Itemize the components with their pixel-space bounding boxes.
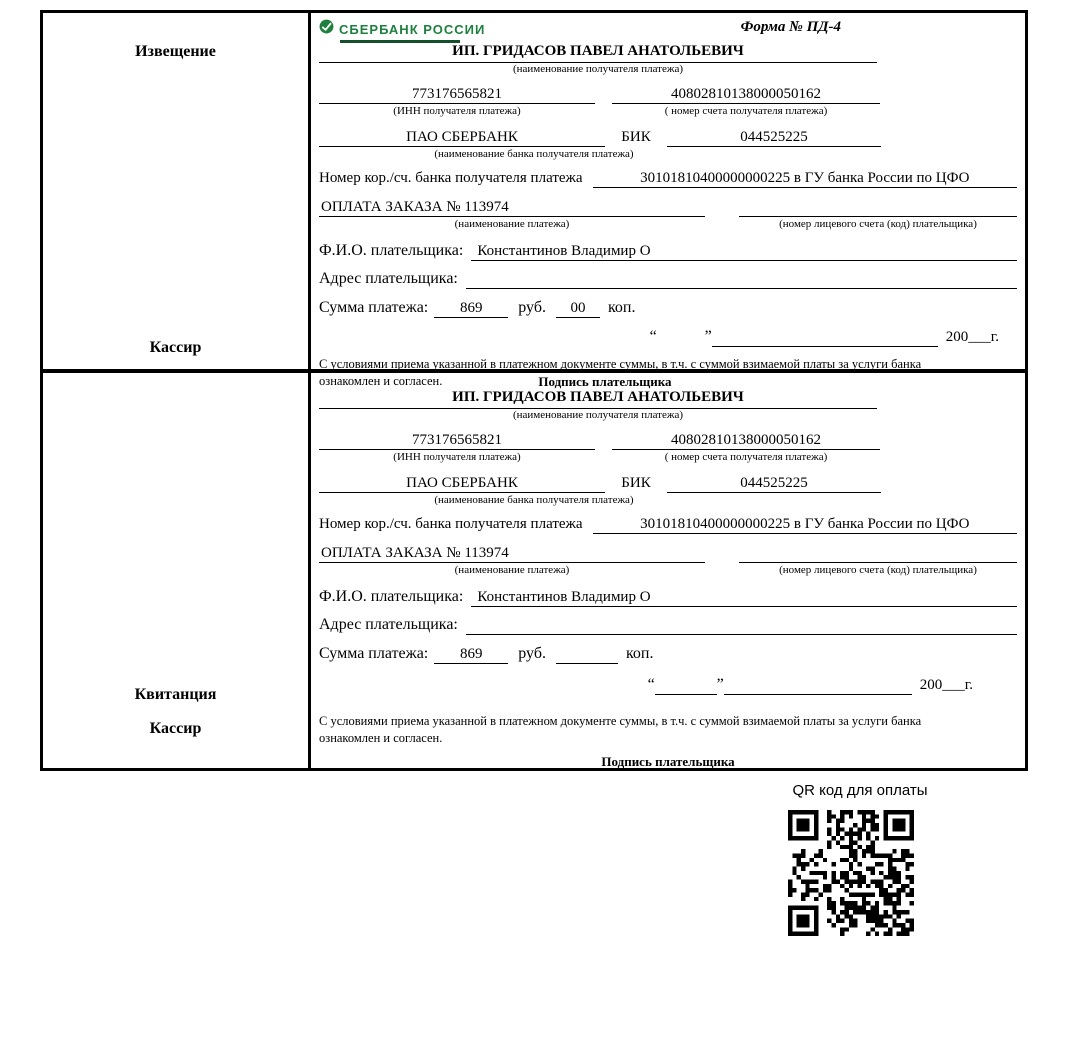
purpose-caption: (наименование платежа)	[454, 218, 570, 231]
amount-kop-value	[556, 663, 618, 664]
bank-caption: (наименование банка получателя платежа)	[434, 147, 634, 160]
agreement-line1: С условиями приема указанной в платежном документе суммы, в т.ч. с суммой взимаемой платы за услуги банка	[319, 714, 922, 728]
notice-body	[311, 13, 1025, 389]
inn-caption: (ИНН получателя платежа)	[393, 104, 521, 117]
personal-account-field	[739, 544, 1017, 563]
personal-account-field	[739, 198, 1017, 217]
payer-name-value: Константинов Владимир О	[471, 589, 1017, 607]
agreement-block	[319, 713, 1017, 770]
payee-name: ИП. ГРИДАСОВ ПАВЕЛ АНАТОЛЬЕВИЧ	[319, 43, 877, 63]
agreement-line2: ознакомлен и согласен.	[319, 730, 443, 745]
payee-caption: (наименование получателя платежа)	[512, 63, 684, 75]
personal-account-caption: (номер лицевого счета (код) плательщика)	[779, 218, 977, 231]
amount-rub-value: 869	[434, 646, 508, 664]
bik-value: 044525225	[667, 129, 881, 147]
date-day-field	[657, 329, 705, 347]
account-value: 40802810138000050162	[612, 86, 880, 104]
notice-label: Извещение	[135, 43, 216, 60]
receipt-stub-column	[43, 373, 311, 768]
payer-name-label: Ф.И.О. плательщика:	[319, 588, 464, 605]
agreement-line1: С условиями приема указанной в платежном документе суммы, в т.ч. с суммой взимаемой платы за услуги банка	[319, 357, 922, 371]
sberbank-icon	[319, 19, 334, 39]
account-value: 40802810138000050162	[612, 432, 880, 450]
date-row	[319, 676, 1017, 695]
qr-code-image	[788, 810, 914, 936]
year-text: 200___г.	[945, 329, 999, 345]
payment-purpose-value: ОПЛАТА ЗАКАЗА № 113974	[319, 545, 705, 563]
inn-value: 773176565821	[319, 86, 595, 104]
date-row	[319, 328, 1017, 347]
account-caption: ( номер счета получателя платежа)	[664, 104, 828, 117]
notice-stub-column	[43, 13, 311, 369]
amount-kop-value: 00	[556, 300, 600, 318]
rub-label: руб.	[518, 645, 546, 662]
payer-address-value	[466, 616, 1017, 635]
receipt-label: Квитанция	[134, 686, 217, 703]
payee-name: ИП. ГРИДАСОВ ПАВЕЛ АНАТОЛЬЕВИЧ	[319, 389, 877, 409]
form-number-label: Форма № ПД-4	[740, 19, 841, 35]
inn-caption: (ИНН получателя платежа)	[393, 450, 521, 463]
bank-caption: (наименование банка получателя платежа)	[434, 493, 634, 506]
purpose-caption: (наименование платежа)	[454, 564, 570, 577]
payment-form	[40, 10, 1028, 771]
bank-name-value: ПАО СБЕРБАНК	[319, 475, 605, 493]
notice-section	[40, 10, 1028, 389]
payment-purpose-value: ОПЛАТА ЗАКАЗА № 113974	[319, 199, 705, 217]
quote-open: “	[647, 676, 655, 693]
amount-label: Сумма платежа:	[319, 299, 429, 316]
date-day-field	[655, 677, 717, 695]
bik-label: БИК	[621, 474, 651, 491]
corr-account-value: 30101810400000000225 в ГУ банка России по ЦФО	[593, 516, 1017, 534]
quote-open: “	[649, 328, 657, 345]
quote-close: ”	[704, 328, 712, 345]
kop-label: коп.	[607, 299, 636, 316]
rub-label: руб.	[518, 299, 546, 316]
corr-account-label: Номер кор./сч. банка получателя платежа	[319, 516, 583, 533]
bik-label: БИК	[621, 128, 651, 145]
account-caption: ( номер счета получателя платежа)	[664, 450, 828, 463]
date-month-field	[712, 329, 938, 347]
receipt-cashier-label: Кассир	[149, 720, 202, 737]
payer-address-value	[466, 270, 1017, 289]
payer-address-label: Адрес плательщика:	[319, 616, 458, 633]
year-text: 200___г.	[919, 677, 973, 693]
kop-label: коп.	[625, 645, 654, 662]
receipt-body	[311, 373, 1025, 768]
payer-name-value: Константинов Владимир О	[471, 243, 1017, 261]
amount-rub-value: 869	[434, 300, 508, 318]
signature-label: Подпись плательщика	[538, 373, 672, 389]
payer-address-label: Адрес плательщика:	[319, 270, 458, 287]
payee-caption: (наименование получателя платежа)	[512, 409, 684, 421]
corr-account-value: 30101810400000000225 в ГУ банка России по ЦФО	[593, 170, 1017, 188]
personal-account-caption: (номер лицевого счета (код) плательщика)	[779, 564, 977, 577]
amount-label: Сумма платежа:	[319, 645, 429, 662]
signature-label: Подпись плательщика	[601, 753, 735, 769]
date-month-field	[724, 677, 912, 695]
bik-value: 044525225	[667, 475, 881, 493]
sberbank-logo	[319, 19, 485, 43]
sberbank-brand-text: СБЕРБАНК РОССИИ	[339, 21, 486, 37]
quote-close: ”	[716, 676, 724, 693]
qr-caption: QR код для оплаты	[792, 782, 928, 799]
inn-value: 773176565821	[319, 432, 595, 450]
notice-cashier-label: Кассир	[149, 339, 202, 356]
qr-block	[786, 782, 934, 936]
agreement-line2: ознакомлен и согласен.	[319, 373, 443, 388]
notice-header	[319, 19, 1017, 43]
receipt-section	[40, 371, 1028, 771]
bank-name-value: ПАО СБЕРБАНК	[319, 129, 605, 147]
payer-name-label: Ф.И.О. плательщика:	[319, 242, 464, 259]
corr-account-label: Номер кор./сч. банка получателя платежа	[319, 170, 583, 187]
